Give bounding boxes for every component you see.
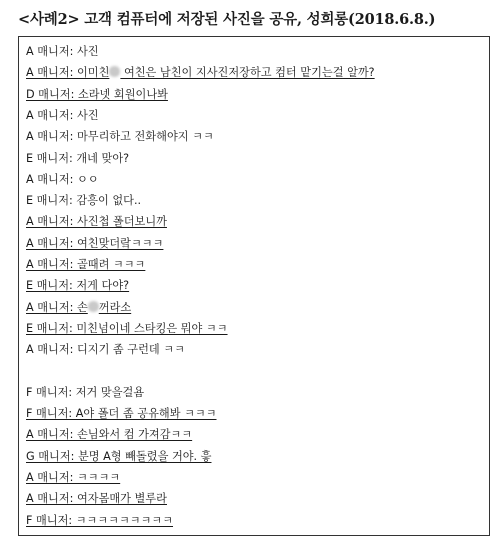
redaction-blur	[88, 301, 99, 312]
chat-line: E 매니저: 미친넘이네 스타킹은 뭐야 ㅋㅋ	[26, 321, 228, 335]
chat-line-text-before: A 매니저: 손	[26, 300, 88, 314]
chat-line: E 매니저: 개네 맞아?	[26, 151, 130, 165]
chat-line: A 매니저: ㅋㅋㅋㅋ	[26, 471, 121, 484]
chat-line: F 매니저: ㅋㅋㅋㅋㅋㅋㅋㅋㅋ	[26, 513, 174, 527]
chat-line: A 매니저: 여친맞더랔ㅋㅋㅋ	[26, 236, 164, 250]
chat-line: F 매니저: A야 폴더 좀 공유해봐 ㅋㅋㅋ	[26, 407, 217, 421]
chat-line: A 매니저: 마무리하고 전화해야지 ㅋㅋ	[26, 130, 214, 144]
chat-line: A 매니저: 여자몸매가 별루라	[26, 492, 167, 506]
chat-line-text-after: 여친은 남친이 지사진저장하고 컴터 맡기는걸 알까?	[120, 66, 375, 80]
chat-line: A 매니저: 디지기 좀 구런데 ㅋㅋ	[26, 343, 185, 357]
chat-line: E 매니저: 감흥이 없다..	[26, 194, 142, 208]
chat-line: A 매니저: 사진첩 폴더보니까	[26, 215, 167, 229]
redaction-blur	[109, 66, 120, 77]
chat-line: A 매니저: 사진	[26, 45, 99, 58]
chat-line	[26, 299, 131, 316]
chat-line: E 매니저: 저게 다야?	[26, 279, 130, 293]
chat-line: A 매니저: 사진	[26, 108, 99, 122]
chat-line: A 매니저: ㅇㅇ	[26, 172, 99, 186]
chat-line: G 매니저: 분명 A형 빼돌렸을 거야. 흫	[26, 449, 212, 463]
chat-transcript-box	[18, 36, 490, 536]
chat-line: F 매니저: 저거 맞을걸욤	[26, 385, 145, 399]
chat-line-text-before: A 매니저: 이미친	[26, 66, 110, 80]
chat-line-text-after: 꺼라소	[98, 300, 132, 314]
chat-line: A 매니저: 손님와서 컴 가져감ㅋㅋ	[26, 428, 193, 442]
chat-line: A 매니저: 골때려 ㅋㅋㅋ	[26, 258, 146, 271]
document-title: <사례2> 고객 컴퓨터에 저장된 사진을 공유, 성희롱(2018.6.8.)	[18, 11, 436, 28]
chat-line	[26, 64, 375, 81]
chat-line: D 매니저: 소라넷 회원이나봐	[26, 87, 168, 101]
